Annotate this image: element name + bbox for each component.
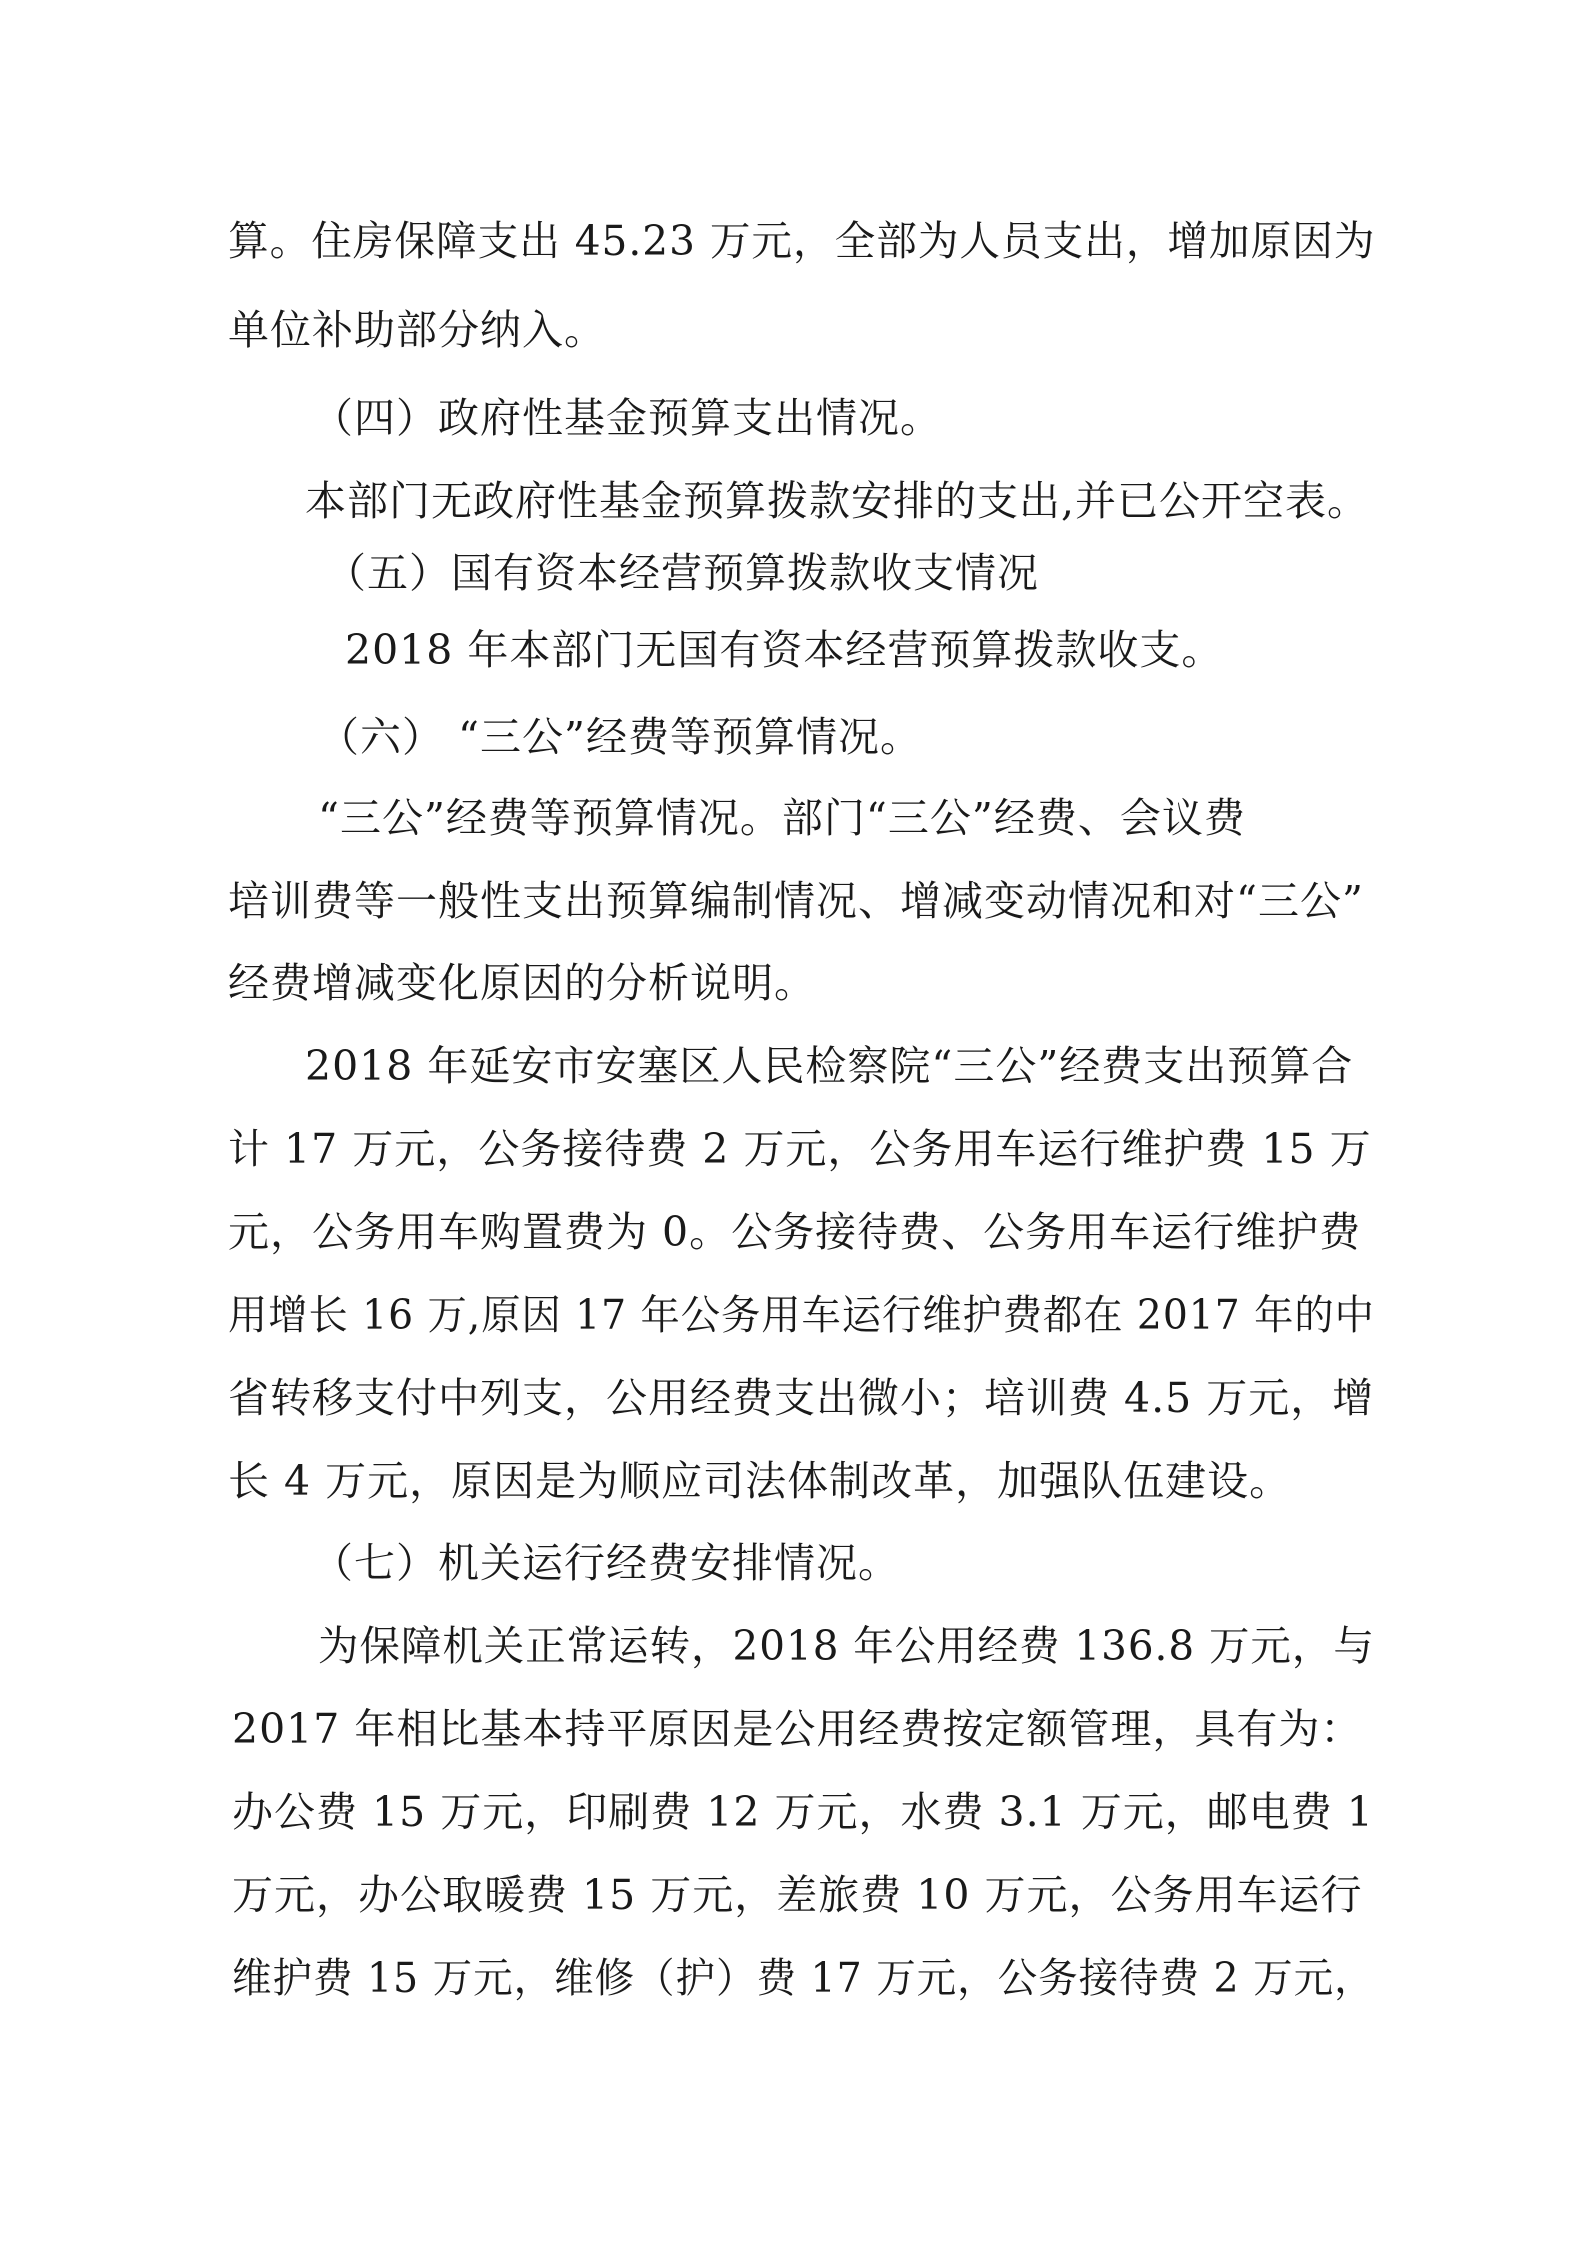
paragraph-line: 单位补助部分纳入。 (228, 306, 606, 354)
section-heading: （五）国有资本经营预算拨款收支情况 (325, 549, 1039, 597)
section-heading: （六） “三公”经费等预算情况。 (318, 713, 922, 761)
paragraph-line: 长 4 万元，原因是为顺应司法体制改革，加强队伍建设。 (228, 1457, 1292, 1505)
paragraph-line: 元，公务用车购置费为 0。公务接待费、公务用车运行维护费 (228, 1208, 1362, 1256)
paragraph-line: 算。住房保障支出 45.23 万元，全部为人员支出，增加原因为 (228, 217, 1376, 265)
paragraph-line: 2017 年相比基本持平原因是公用经费按定额管理，具有为： (232, 1705, 1363, 1753)
paragraph-line: 用增长 16 万,原因 17 年公务用车运行维护费都在 2017 年的中 (228, 1291, 1375, 1339)
paragraph-line: 本部门无政府性基金预算拨款安排的支出,并已公开空表。 (305, 477, 1370, 525)
paragraph-line: 省转移支付中列支，公用经费支出微小；培训费 4.5 万元，增 (228, 1374, 1375, 1422)
paragraph-line: 2018 年本部门无国有资本经营预算拨款收支。 (345, 626, 1224, 674)
paragraph-line: 办公费 15 万元，印刷费 12 万元，水费 3.1 万元，邮电费 1 (232, 1788, 1374, 1836)
paragraph-line: 计 17 万元，公务接待费 2 万元，公务用车运行维护费 15 万 (228, 1125, 1372, 1173)
paragraph-line: 维护费 15 万元，维修（护）费 17 万元，公务接待费 2 万元， (232, 1954, 1375, 2002)
paragraph-line: 为保障机关正常运转，2018 年公用经费 136.8 万元，与 (318, 1622, 1375, 1670)
paragraph-line: 万元，办公取暖费 15 万元，差旅费 10 万元，公务用车运行 (232, 1871, 1363, 1919)
section-heading: （四）政府性基金预算支出情况。 (312, 394, 942, 442)
paragraph-line: 2018 年延安市安塞区人民检察院“三公”经费支出预算合 (305, 1042, 1354, 1090)
paragraph-line: “三公”经费等预算情况。部门“三公”经费、会议费 (318, 794, 1246, 842)
paragraph-line: 经费增减变化原因的分析说明。 (228, 959, 816, 1007)
section-heading: （七）机关运行经费安排情况。 (312, 1539, 900, 1587)
paragraph-line: 培训费等一般性支出预算编制情况、增减变动情况和对“三公” (228, 877, 1364, 925)
